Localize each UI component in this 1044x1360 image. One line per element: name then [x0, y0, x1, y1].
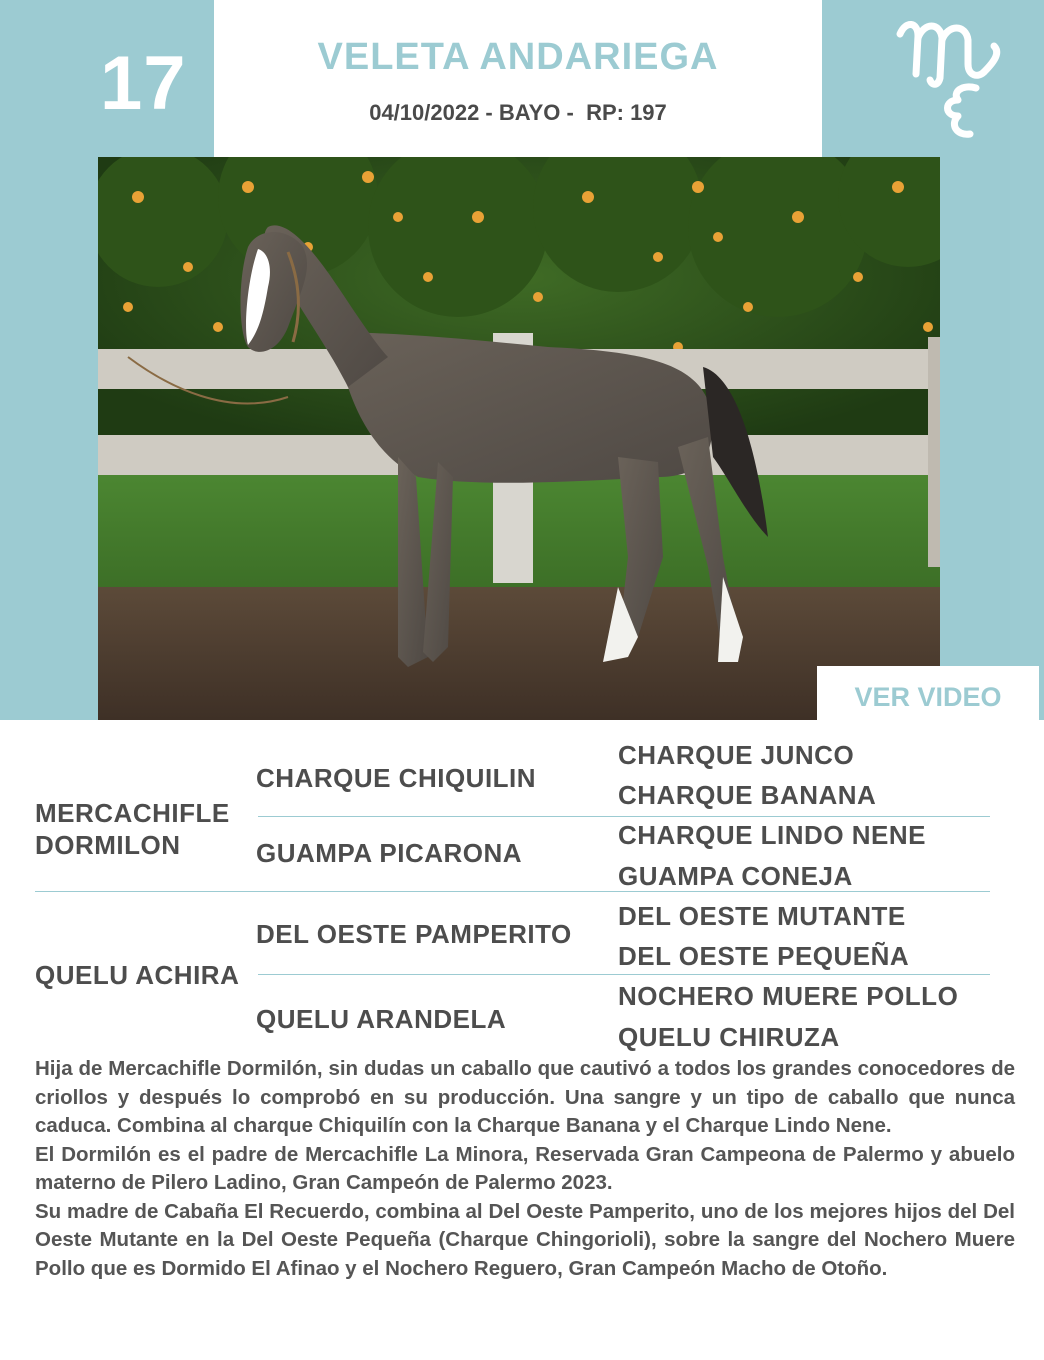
- sire-dam-dam-name: GUAMPA CONEJA: [618, 861, 853, 891]
- horse-photo: [98, 157, 940, 720]
- pedigree-divider: [258, 816, 990, 817]
- sire-dam-name: GUAMPA PICARONA: [256, 838, 523, 868]
- sire-name-line1: MERCACHIFLE: [35, 798, 230, 828]
- pedigree-divider: [35, 891, 990, 892]
- dam-sire-sire-name: DEL OESTE MUTANTE: [618, 901, 906, 931]
- horse-name: VELETA ANDARIEGA: [317, 36, 719, 78]
- pedigree-divider: [258, 974, 990, 975]
- dam-sire-dam-name: DEL OESTE PEQUEÑA: [618, 941, 910, 971]
- dam-name: QUELU ACHIRA: [35, 960, 240, 990]
- dam-dam-sire-name: NOCHERO MUERE POLLO: [618, 981, 959, 1011]
- dam-dam-dam-name: QUELU CHIRUZA: [618, 1022, 840, 1052]
- watch-video-button[interactable]: [817, 666, 1039, 724]
- sire-dam-sire-name: CHARQUE LINDO NENE: [618, 820, 927, 850]
- dam-dam-name: QUELU ARANDELA: [256, 1004, 507, 1034]
- lot-number: 17: [100, 41, 187, 126]
- sire-name-line2: DORMILON: [35, 830, 181, 860]
- description-paragraph: Hija de Mercachifle Dormilón, sin dudas un caballo que cautivó a todos los grandes conocedores de criollos y después lo comprobó en su producción. Una sangre y un tipo de caballo que nunca caduca. Combina al charque Chiquilín con la Charque Banana y el Charque Lindo Nene.: [35, 1057, 1015, 1137]
- sire-sire-sire-name: CHARQUE JUNCO: [618, 740, 855, 770]
- sire-sire-dam-name: CHARQUE BANANA: [618, 780, 877, 810]
- watch-video-label: VER VIDEO: [854, 682, 1002, 712]
- description-paragraph: El Dormilón es el padre de Mercachifle La Minora, Reservada Gran Campeona de Palermo y abuelo materno de Pilero Ladino, Gran Campeón de Palermo 2023.: [35, 1142, 1015, 1194]
- horse-details: 04/10/2022 - BAYO - RP: 197: [369, 100, 667, 125]
- dam-sire-name: DEL OESTE PAMPERITO: [256, 919, 572, 949]
- description-paragraph: Su madre de Cabaña El Recuerdo, combina al Del Oeste Pamperito, uno de los mejores hijos del Del Oeste Mutante en la Del Oeste Pequeña (Charque Chingorioli), sobre la sangre del Nochero Muere Pollo que es Dormido El Afinao y el Nochero Reguero, Gran Campeón Macho de Otoño.: [35, 1199, 1015, 1280]
- brand-script-logo-icon: [888, 12, 1008, 142]
- description: [35, 1055, 1015, 1283]
- sire-sire-name: CHARQUE CHIQUILIN: [256, 763, 537, 793]
